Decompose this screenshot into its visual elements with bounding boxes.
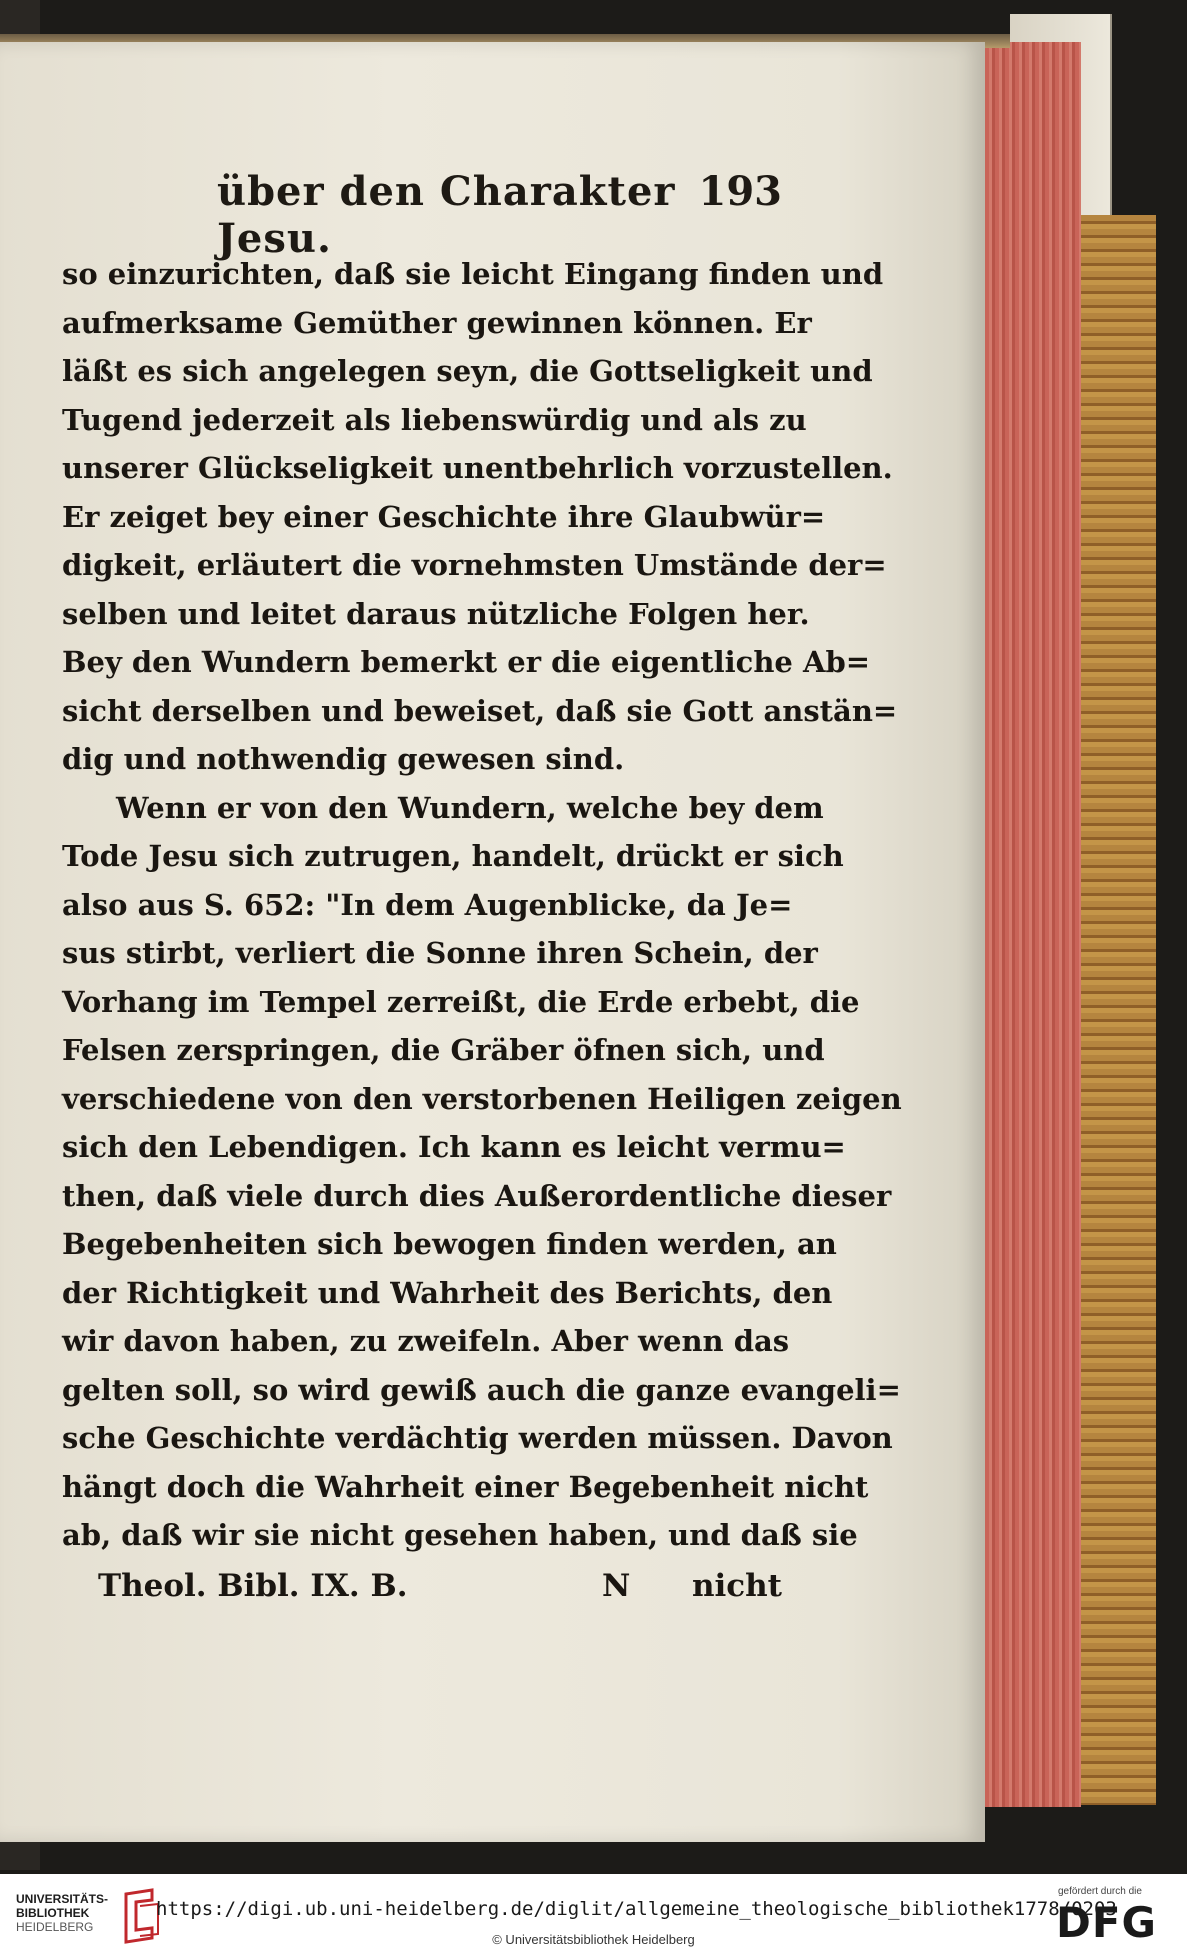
text-line: verschiedene von den verstorbenen Heiligen zeigen: [62, 1081, 902, 1116]
copyright-text: © Universitätsbibliothek Heidelberg: [492, 1932, 695, 1947]
text-line: selben und leitet daraus nützliche Folgen her.: [62, 596, 810, 631]
text-line: Bey den Wundern bemerkt er die eigentliche Ab=: [62, 645, 871, 679]
text-line: sus stirbt, verliert die Sonne ihren Schein, der: [62, 936, 818, 970]
text-line: aufmerksame Gemüther gewinnen können. Er: [62, 305, 812, 340]
body-text: [62, 250, 902, 1560]
text-line: Felsen zerspringen, die Gräber öfnen sich, und: [62, 1033, 825, 1067]
text-line: then, daß viele durch dies Außerordentliche dieser: [62, 1178, 892, 1213]
page-number: 193: [698, 168, 782, 215]
viewer-footer-bar: [0, 1874, 1187, 1959]
text-line: gelten soll, so wird gewiß auch die ganze evangeli=: [62, 1372, 901, 1407]
text-line: ab, daß wir sie nicht gesehen haben, und daß sie: [62, 1518, 858, 1552]
text-line: Vorhang im Tempel zerreißt, die Erde erbebt, die: [62, 984, 860, 1019]
library-line: UNIVERSITÄTS-: [16, 1892, 109, 1906]
library-line: HEIDELBERG: [16, 1920, 94, 1934]
red-page-edges: [982, 42, 1081, 1807]
text-line: dig und nothwendig gewesen sind.: [62, 742, 625, 776]
text-line: sicht derselben und beweiset, daß sie Gott anstän=: [62, 693, 898, 728]
text-line: wir davon haben, zu zweifeln. Aber wenn das: [62, 1324, 790, 1358]
header-title: über den Charakter Jesu.: [217, 168, 676, 262]
funding-note: gefördert durch die: [1058, 1886, 1142, 1897]
text-line: unserer Glückseligkeit unentbehrlich vorzustellen.: [62, 451, 893, 485]
text-line: läßt es sich angelegen seyn, die Gottseligkeit und: [62, 354, 873, 388]
text-line: Tode Jesu sich zutrugen, handelt, drückt er sich: [62, 839, 844, 873]
text-line: hängt doch die Wahrheit einer Begebenheit nicht: [62, 1469, 869, 1504]
text-line: Tugend jederzeit als liebenswürdig und als zu: [62, 402, 807, 437]
text-line: Begebenheiten sich bewogen finden werden, an: [62, 1227, 837, 1261]
text-line: Er zeiget bey einer Geschichte ihre Glaubwür=: [62, 499, 826, 534]
page-footer: [62, 1568, 782, 1616]
catchword: nicht: [691, 1568, 782, 1604]
text-line: sich den Lebendigen. Ich kann es leicht vermu=: [62, 1130, 846, 1164]
library-line: BIBLIOTHEK: [16, 1906, 90, 1920]
sheet-mark: N: [602, 1568, 631, 1604]
text-line: Wenn er von den Wundern, welche bey dem: [116, 790, 824, 825]
library-name: [16, 1892, 108, 1934]
running-header: [62, 168, 782, 262]
text-line: der Richtigkeit und Wahrheit des Berichts, den: [62, 1275, 833, 1310]
text-line: also aus S. 652: "In dem Augenblicke, da Je=: [62, 887, 793, 922]
text-line: sche Geschichte verdächtig werden müssen. Davon: [62, 1421, 893, 1455]
signature-line: Theol. Bibl. IX. B.: [98, 1568, 408, 1604]
marbled-endpaper: [1078, 215, 1156, 1805]
text-line: so einzurichten, daß sie leicht Eingang finden und: [62, 257, 884, 291]
text-line: digkeit, erläutert die vornehmsten Umstände der=: [62, 548, 887, 582]
permalink-url[interactable]: https://digi.ub.uni-heidelberg.de/diglit/allgemeine_theologische_bibliothek1778/0203: [156, 1898, 1117, 1920]
dfg-logo: DFG: [1056, 1898, 1158, 1947]
